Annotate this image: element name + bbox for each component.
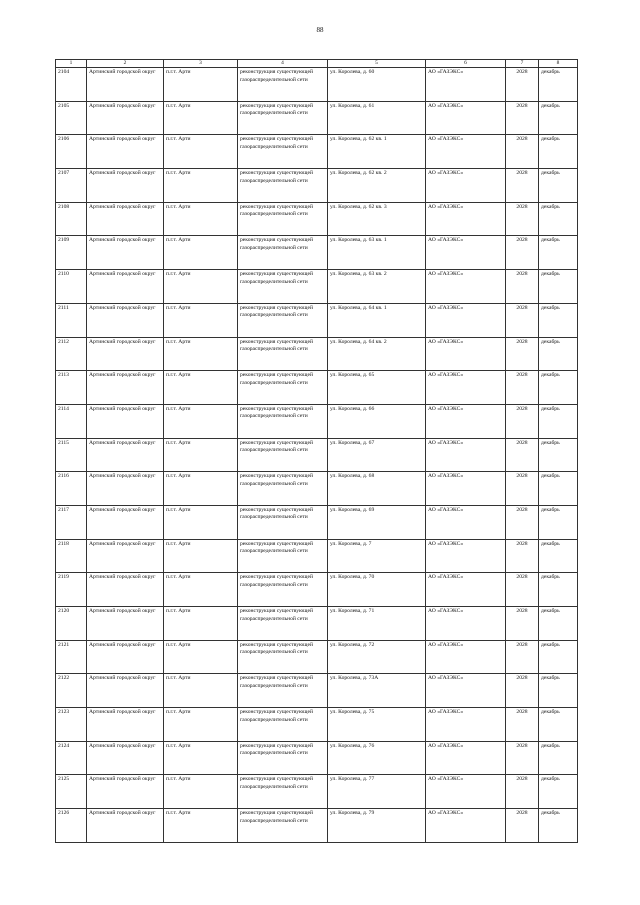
table-row xyxy=(56,68,578,102)
month-cell: декабрь xyxy=(539,68,578,102)
address-cell: ул. Королева, д. 63 кв. 1 xyxy=(328,236,426,270)
organization-cell: АО «ГАЗЭКС» xyxy=(426,640,506,674)
address-cell: ул. Королева, д. 66 xyxy=(328,404,426,438)
work-type-cell: реконструкция существующей газораспределительной сети xyxy=(238,169,328,203)
year-cell: 2028 xyxy=(506,708,539,742)
table-row xyxy=(56,505,578,539)
organization-cell: АО «ГАЗЭКС» xyxy=(426,505,506,539)
row-number: 2115 xyxy=(56,438,87,472)
table-row xyxy=(56,404,578,438)
organization-cell: АО «ГАЗЭКС» xyxy=(426,135,506,169)
table-row xyxy=(56,337,578,371)
address-cell: ул. Королева, д. 70 xyxy=(328,573,426,607)
month-cell: декабрь xyxy=(539,607,578,641)
settlement-cell: п.г.т. Арти xyxy=(164,674,238,708)
row-number: 2123 xyxy=(56,708,87,742)
settlement-cell: п.г.т. Арти xyxy=(164,101,238,135)
column-header: 1 xyxy=(56,60,87,68)
organization-cell: АО «ГАЗЭКС» xyxy=(426,202,506,236)
address-cell: ул. Королева, д. 61 xyxy=(328,101,426,135)
table-row xyxy=(56,371,578,405)
district-cell: Артинский городской округ xyxy=(87,674,164,708)
work-type-cell: реконструкция существующей газораспределительной сети xyxy=(238,741,328,775)
work-type-cell: реконструкция существующей газораспределительной сети xyxy=(238,573,328,607)
organization-cell: АО «ГАЗЭКС» xyxy=(426,438,506,472)
row-number: 2126 xyxy=(56,809,87,843)
year-cell: 2028 xyxy=(506,741,539,775)
table-row xyxy=(56,135,578,169)
district-cell: Артинский городской округ xyxy=(87,775,164,809)
district-cell: Артинский городской округ xyxy=(87,303,164,337)
month-cell: декабрь xyxy=(539,337,578,371)
work-type-cell: реконструкция существующей газораспределительной сети xyxy=(238,270,328,304)
district-cell: Артинский городской округ xyxy=(87,371,164,405)
month-cell: декабрь xyxy=(539,472,578,506)
organization-cell: АО «ГАЗЭКС» xyxy=(426,404,506,438)
table-body xyxy=(56,68,578,843)
settlement-cell: п.г.т. Арти xyxy=(164,337,238,371)
month-cell: декабрь xyxy=(539,169,578,203)
address-cell: ул. Королева, д. 60 xyxy=(328,68,426,102)
organization-cell: АО «ГАЗЭКС» xyxy=(426,775,506,809)
settlement-cell: п.г.т. Арти xyxy=(164,505,238,539)
year-cell: 2028 xyxy=(506,371,539,405)
year-cell: 2028 xyxy=(506,505,539,539)
page-number: 88 xyxy=(316,26,324,34)
table-row xyxy=(56,640,578,674)
row-number: 2110 xyxy=(56,270,87,304)
year-cell: 2028 xyxy=(506,68,539,102)
table-row xyxy=(56,202,578,236)
address-cell: ул. Королева, д. 75 xyxy=(328,708,426,742)
header-row xyxy=(56,60,578,68)
month-cell: декабрь xyxy=(539,404,578,438)
year-cell: 2028 xyxy=(506,674,539,708)
organization-cell: АО «ГАЗЭКС» xyxy=(426,674,506,708)
month-cell: декабрь xyxy=(539,674,578,708)
organization-cell: АО «ГАЗЭКС» xyxy=(426,337,506,371)
table-row xyxy=(56,472,578,506)
work-type-cell: реконструкция существующей газораспределительной сети xyxy=(238,708,328,742)
column-header: 5 xyxy=(328,60,426,68)
district-cell: Артинский городской округ xyxy=(87,472,164,506)
work-type-cell: реконструкция существующей газораспределительной сети xyxy=(238,607,328,641)
column-header: 4 xyxy=(238,60,328,68)
month-cell: декабрь xyxy=(539,741,578,775)
year-cell: 2028 xyxy=(506,337,539,371)
district-cell: Артинский городской округ xyxy=(87,236,164,270)
address-cell: ул. Королева, д. 62 кв. 3 xyxy=(328,202,426,236)
row-number: 2107 xyxy=(56,169,87,203)
row-number: 2113 xyxy=(56,371,87,405)
address-cell: ул. Королева, д. 62 кв. 2 xyxy=(328,169,426,203)
row-number: 2109 xyxy=(56,236,87,270)
organization-cell: АО «ГАЗЭКС» xyxy=(426,101,506,135)
address-cell: ул. Королева, д. 63 кв. 2 xyxy=(328,270,426,304)
month-cell: декабрь xyxy=(539,539,578,573)
work-type-cell: реконструкция существующей газораспределительной сети xyxy=(238,438,328,472)
year-cell: 2028 xyxy=(506,472,539,506)
address-cell: ул. Королева, д. 7 xyxy=(328,539,426,573)
year-cell: 2028 xyxy=(506,101,539,135)
table-row xyxy=(56,438,578,472)
month-cell: декабрь xyxy=(539,708,578,742)
organization-cell: АО «ГАЗЭКС» xyxy=(426,809,506,843)
district-cell: Артинский городской округ xyxy=(87,169,164,203)
district-cell: Артинский городской округ xyxy=(87,539,164,573)
settlement-cell: п.г.т. Арти xyxy=(164,169,238,203)
table-row xyxy=(56,607,578,641)
row-number: 2117 xyxy=(56,505,87,539)
work-type-cell: реконструкция существующей газораспределительной сети xyxy=(238,236,328,270)
address-cell: ул. Королева, д. 62 кв. 1 xyxy=(328,135,426,169)
district-cell: Артинский городской округ xyxy=(87,809,164,843)
address-cell: ул. Королева, д. 77 xyxy=(328,775,426,809)
data-table xyxy=(55,59,578,843)
year-cell: 2028 xyxy=(506,270,539,304)
address-cell: ул. Королева, д. 69 xyxy=(328,505,426,539)
month-cell: декабрь xyxy=(539,270,578,304)
address-cell: ул. Королева, д. 67 xyxy=(328,438,426,472)
month-cell: декабрь xyxy=(539,371,578,405)
district-cell: Артинский городской округ xyxy=(87,438,164,472)
month-cell: декабрь xyxy=(539,809,578,843)
year-cell: 2028 xyxy=(506,775,539,809)
settlement-cell: п.г.т. Арти xyxy=(164,640,238,674)
month-cell: декабрь xyxy=(539,135,578,169)
row-number: 2121 xyxy=(56,640,87,674)
table-row xyxy=(56,539,578,573)
settlement-cell: п.г.т. Арти xyxy=(164,135,238,169)
work-type-cell: реконструкция существующей газораспределительной сети xyxy=(238,371,328,405)
month-cell: декабрь xyxy=(539,505,578,539)
row-number: 2108 xyxy=(56,202,87,236)
district-cell: Артинский городской округ xyxy=(87,68,164,102)
year-cell: 2028 xyxy=(506,573,539,607)
row-number: 2116 xyxy=(56,472,87,506)
organization-cell: АО «ГАЗЭКС» xyxy=(426,236,506,270)
organization-cell: АО «ГАЗЭКС» xyxy=(426,371,506,405)
year-cell: 2028 xyxy=(506,236,539,270)
settlement-cell: п.г.т. Арти xyxy=(164,68,238,102)
settlement-cell: п.г.т. Арти xyxy=(164,708,238,742)
year-cell: 2028 xyxy=(506,640,539,674)
district-cell: Артинский городской округ xyxy=(87,135,164,169)
settlement-cell: п.г.т. Арти xyxy=(164,741,238,775)
district-cell: Артинский городской округ xyxy=(87,337,164,371)
table-row xyxy=(56,809,578,843)
district-cell: Артинский городской округ xyxy=(87,640,164,674)
row-number: 2104 xyxy=(56,68,87,102)
column-header: 7 xyxy=(506,60,539,68)
table-row xyxy=(56,236,578,270)
district-cell: Артинский городской округ xyxy=(87,573,164,607)
settlement-cell: п.г.т. Арти xyxy=(164,775,238,809)
organization-cell: АО «ГАЗЭКС» xyxy=(426,68,506,102)
month-cell: декабрь xyxy=(539,640,578,674)
row-number: 2122 xyxy=(56,674,87,708)
organization-cell: АО «ГАЗЭКС» xyxy=(426,708,506,742)
settlement-cell: п.г.т. Арти xyxy=(164,607,238,641)
settlement-cell: п.г.т. Арти xyxy=(164,202,238,236)
year-cell: 2028 xyxy=(506,607,539,641)
table-row xyxy=(56,775,578,809)
settlement-cell: п.г.т. Арти xyxy=(164,270,238,304)
organization-cell: АО «ГАЗЭКС» xyxy=(426,607,506,641)
address-cell: ул. Королева, д. 65 xyxy=(328,371,426,405)
settlement-cell: п.г.т. Арти xyxy=(164,404,238,438)
work-type-cell: реконструкция существующей газораспределительной сети xyxy=(238,202,328,236)
settlement-cell: п.г.т. Арти xyxy=(164,539,238,573)
work-type-cell: реконструкция существующей газораспределительной сети xyxy=(238,472,328,506)
work-type-cell: реконструкция существующей газораспределительной сети xyxy=(238,505,328,539)
work-type-cell: реконструкция существующей газораспределительной сети xyxy=(238,404,328,438)
address-cell: ул. Королева, д. 73А xyxy=(328,674,426,708)
settlement-cell: п.г.т. Арти xyxy=(164,438,238,472)
column-header: 3 xyxy=(164,60,238,68)
work-type-cell: реконструкция существующей газораспределительной сети xyxy=(238,809,328,843)
row-number: 2120 xyxy=(56,607,87,641)
work-type-cell: реконструкция существующей газораспределительной сети xyxy=(238,68,328,102)
table-row xyxy=(56,674,578,708)
year-cell: 2028 xyxy=(506,202,539,236)
row-number: 2111 xyxy=(56,303,87,337)
year-cell: 2028 xyxy=(506,404,539,438)
row-number: 2114 xyxy=(56,404,87,438)
settlement-cell: п.г.т. Арти xyxy=(164,303,238,337)
month-cell: декабрь xyxy=(539,236,578,270)
work-type-cell: реконструкция существующей газораспределительной сети xyxy=(238,775,328,809)
organization-cell: АО «ГАЗЭКС» xyxy=(426,169,506,203)
month-cell: декабрь xyxy=(539,101,578,135)
month-cell: декабрь xyxy=(539,775,578,809)
year-cell: 2028 xyxy=(506,169,539,203)
table-row xyxy=(56,573,578,607)
year-cell: 2028 xyxy=(506,303,539,337)
row-number: 2118 xyxy=(56,539,87,573)
settlement-cell: п.г.т. Арти xyxy=(164,472,238,506)
row-number: 2105 xyxy=(56,101,87,135)
district-cell: Артинский городской округ xyxy=(87,708,164,742)
month-cell: декабрь xyxy=(539,438,578,472)
work-type-cell: реконструкция существующей газораспределительной сети xyxy=(238,303,328,337)
month-cell: декабрь xyxy=(539,303,578,337)
work-type-cell: реконструкция существующей газораспределительной сети xyxy=(238,674,328,708)
row-number: 2125 xyxy=(56,775,87,809)
row-number: 2112 xyxy=(56,337,87,371)
organization-cell: АО «ГАЗЭКС» xyxy=(426,270,506,304)
year-cell: 2028 xyxy=(506,809,539,843)
district-cell: Артинский городской округ xyxy=(87,741,164,775)
organization-cell: АО «ГАЗЭКС» xyxy=(426,539,506,573)
organization-cell: АО «ГАЗЭКС» xyxy=(426,573,506,607)
row-number: 2119 xyxy=(56,573,87,607)
year-cell: 2028 xyxy=(506,438,539,472)
row-number: 2124 xyxy=(56,741,87,775)
district-cell: Артинский городской округ xyxy=(87,607,164,641)
month-cell: декабрь xyxy=(539,202,578,236)
organization-cell: АО «ГАЗЭКС» xyxy=(426,303,506,337)
table-row xyxy=(56,741,578,775)
month-cell: декабрь xyxy=(539,573,578,607)
address-cell: ул. Королева, д. 71 xyxy=(328,607,426,641)
work-type-cell: реконструкция существующей газораспределительной сети xyxy=(238,337,328,371)
organization-cell: АО «ГАЗЭКС» xyxy=(426,472,506,506)
table-row xyxy=(56,270,578,304)
row-number: 2106 xyxy=(56,135,87,169)
column-header: 8 xyxy=(539,60,578,68)
organization-cell: АО «ГАЗЭКС» xyxy=(426,741,506,775)
work-type-cell: реконструкция существующей газораспределительной сети xyxy=(238,135,328,169)
column-header: 2 xyxy=(87,60,164,68)
settlement-cell: п.г.т. Арти xyxy=(164,809,238,843)
work-type-cell: реконструкция существующей газораспределительной сети xyxy=(238,101,328,135)
district-cell: Артинский городской округ xyxy=(87,505,164,539)
address-cell: ул. Королева, д. 76 xyxy=(328,741,426,775)
year-cell: 2028 xyxy=(506,539,539,573)
address-cell: ул. Королева, д. 79 xyxy=(328,809,426,843)
settlement-cell: п.г.т. Арти xyxy=(164,573,238,607)
district-cell: Артинский городской округ xyxy=(87,101,164,135)
work-type-cell: реконструкция существующей газораспределительной сети xyxy=(238,640,328,674)
settlement-cell: п.г.т. Арти xyxy=(164,236,238,270)
address-cell: ул. Королева, д. 72 xyxy=(328,640,426,674)
year-cell: 2028 xyxy=(506,135,539,169)
work-type-cell: реконструкция существующей газораспределительной сети xyxy=(238,539,328,573)
table-row xyxy=(56,708,578,742)
district-cell: Артинский городской округ xyxy=(87,270,164,304)
column-header: 6 xyxy=(426,60,506,68)
address-cell: ул. Королева, д. 68 xyxy=(328,472,426,506)
district-cell: Артинский городской округ xyxy=(87,202,164,236)
address-cell: ул. Королева, д. 64 кв. 1 xyxy=(328,303,426,337)
table-row xyxy=(56,169,578,203)
table-row xyxy=(56,101,578,135)
district-cell: Артинский городской округ xyxy=(87,404,164,438)
address-cell: ул. Королева, д. 64 кв. 2 xyxy=(328,337,426,371)
settlement-cell: п.г.т. Арти xyxy=(164,371,238,405)
table-row xyxy=(56,303,578,337)
